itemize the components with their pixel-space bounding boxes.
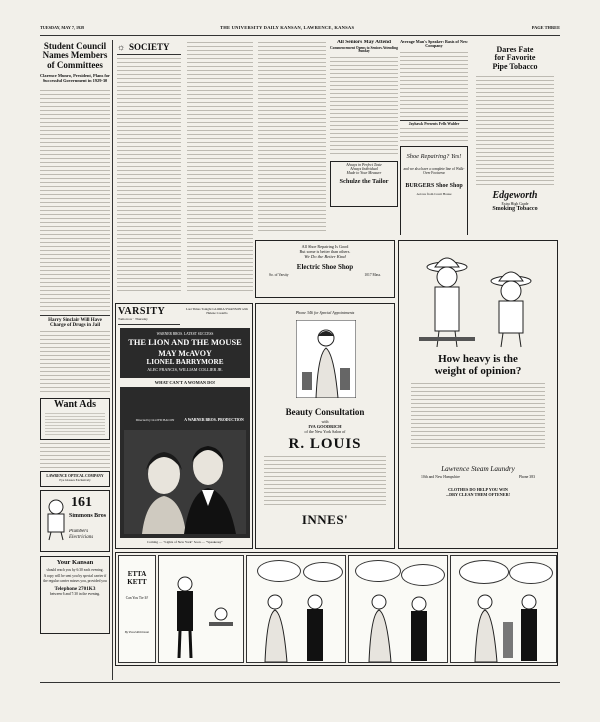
society-text-1 bbox=[117, 58, 181, 294]
column-1 bbox=[40, 40, 110, 680]
society-emblem-icon: ☼ bbox=[117, 42, 126, 52]
laundry-men-illustration bbox=[417, 253, 541, 351]
headline-average-man: Average Man's Speaker: Basis of New Company bbox=[400, 40, 468, 49]
schulz-line-1: Always in Perfect Taste bbox=[346, 163, 382, 168]
beauty-salon: of the New York Salon of bbox=[304, 429, 346, 434]
bottom-rule bbox=[40, 682, 560, 683]
want-ads-text bbox=[45, 413, 105, 435]
comic-figures-2 bbox=[253, 592, 343, 662]
edgeworth-sub: Extra High Grade bbox=[501, 201, 529, 206]
burgers-address: Across from Court House bbox=[416, 192, 452, 197]
varsity-theatre-ad bbox=[115, 303, 253, 549]
poster-couple-illustration bbox=[124, 430, 246, 534]
plumber-name: Simmons Bros bbox=[69, 513, 107, 520]
beauty-consultation-ad bbox=[255, 303, 395, 549]
laundry-address: 10th and New Hampshire bbox=[421, 475, 460, 479]
masthead-date: TUESDAY, MAY 7, 1929 bbox=[40, 25, 85, 30]
comic-caption: Can You Tie It? bbox=[125, 596, 149, 600]
masthead-title: THE UNIVERSITY DAILY KANSAN, LAWRENCE, KANSAS bbox=[220, 25, 355, 30]
kansan-text-2: A copy will be sent you by special carrier if the regular carrier misses you, provided you bbox=[43, 574, 107, 583]
pipe-headline-2: for Favorite bbox=[494, 53, 536, 63]
laundry-name: Lawrence Steam Laundry bbox=[441, 465, 515, 473]
beauty-with: with bbox=[321, 419, 329, 424]
poster-star-1: MAY McAVOY bbox=[158, 349, 212, 358]
comic-panel-1 bbox=[158, 555, 244, 663]
comic-bubble-1 bbox=[257, 560, 301, 582]
shoe-repair-title: Shoe Repairing? Yes! bbox=[406, 152, 462, 160]
column-4-text bbox=[258, 42, 326, 232]
r-louis-brand: R. LOUIS bbox=[288, 436, 362, 452]
article-text-2 bbox=[40, 331, 110, 395]
kansan-title: Your Kansan bbox=[56, 559, 94, 567]
beauty-phone: Phone 346 for Special Appointments bbox=[295, 310, 355, 315]
jayhawk-text bbox=[400, 128, 468, 142]
poster-directed: Directed by LLOYD BACON bbox=[135, 418, 175, 422]
pipe-headline-3: Pipe Tobacco bbox=[492, 61, 538, 71]
comic-title-panel bbox=[118, 555, 156, 663]
plumber-phone: 161 bbox=[71, 495, 92, 511]
kansan-text-3: between 6 and 7:30 in the evening. bbox=[49, 592, 101, 597]
comic-figures-3 bbox=[355, 592, 445, 662]
schulz-line-3: Made to Your Measure bbox=[346, 171, 382, 176]
headline-all-seniors: All Seniors May Attend bbox=[336, 40, 392, 45]
laundry-headline-2: weight of opinion? bbox=[434, 365, 522, 377]
laundry-slogan-2: ...DRY CLEAN THEM OFTENER! bbox=[445, 492, 511, 497]
headline-student-council: Student Council Names Members of Committees bbox=[42, 41, 108, 70]
electric-line-1: All Shoe Repairing Is Good bbox=[301, 244, 349, 249]
schulz-line-2: Always Individual bbox=[350, 167, 378, 172]
seniors-column bbox=[330, 40, 398, 235]
poster-production: A WARNER BROS. PRODUCTION bbox=[184, 418, 244, 422]
society-header bbox=[117, 42, 181, 55]
average-man-text bbox=[400, 52, 468, 118]
plumber-figure-icon bbox=[43, 497, 69, 541]
electric-line-3: We Do the Better Kind bbox=[304, 254, 346, 260]
laundry-phone: Phone 383 bbox=[518, 475, 535, 479]
electric-line-2: But some is better than others. bbox=[299, 249, 351, 255]
comic-panel-4 bbox=[450, 555, 557, 663]
burgers-name: BURGERS Shoe Shop bbox=[405, 183, 463, 190]
poster-star-3: ALEC FRANCIS, WILLIAM COLLIER JR. bbox=[147, 367, 223, 372]
innes-brand: INNES' bbox=[301, 512, 349, 527]
pipe-text bbox=[476, 76, 554, 188]
beauty-title: Beauty Consultation bbox=[285, 407, 365, 417]
subhead-student-council: Clarence Munro, President, Plans for Successful Government in 1929-30 bbox=[40, 73, 110, 83]
comic-figures-1 bbox=[165, 572, 239, 662]
schulz-ad bbox=[330, 161, 398, 207]
varsity-coming: Last Times Tonight GLORIA SWANSON with Helene Costello bbox=[185, 307, 249, 315]
society-section bbox=[115, 40, 255, 300]
electric-addr-1: So. of Varsity bbox=[269, 273, 289, 278]
headline-sinclair: Harry Sinclair Will Have Charge of Drugs in Jail bbox=[40, 315, 110, 329]
article-text bbox=[40, 90, 110, 312]
masthead-rule bbox=[40, 35, 560, 36]
want-ads-box bbox=[40, 398, 110, 440]
subhead-all-seniors: Commencement Opens to Seniors Attending Sunday bbox=[330, 45, 398, 54]
laundry-slogan-1: CLOTHES DO HELP YOU WIN bbox=[448, 487, 508, 492]
optical-sub: Eye Glasses Exclusively bbox=[59, 478, 91, 483]
beauty-person: IVA GOODRICH bbox=[308, 424, 342, 429]
poster-studio: WARNER BROS. LATEST SUCCESS bbox=[156, 332, 214, 336]
beauty-woman-illustration bbox=[296, 320, 356, 398]
plumber-ad bbox=[40, 490, 110, 552]
classified-text bbox=[40, 443, 110, 469]
edgeworth-sub-2: Smoking Tobacco bbox=[492, 205, 538, 212]
edgeworth-brand: Edgeworth bbox=[492, 190, 538, 202]
laundry-text bbox=[411, 383, 545, 451]
laundry-headline-1: How heavy is the bbox=[438, 353, 518, 365]
comic-bubble-3 bbox=[355, 560, 401, 582]
poster-tagline: WHAT CAN'T A WOMAN DO! bbox=[120, 378, 250, 387]
varsity-sub: Tomorrow · Thursday bbox=[118, 317, 148, 321]
want-ads-title: Want Ads bbox=[54, 399, 96, 411]
pipe-headline-1: Dares Fate bbox=[496, 45, 534, 54]
society-title: SOCIETY bbox=[129, 42, 170, 52]
varsity-footer: Coming — "Lights of New York" Soon — "Speakeasy" bbox=[147, 540, 223, 544]
average-man-column bbox=[400, 40, 468, 235]
comic-panel-3 bbox=[348, 555, 448, 663]
comic-figures-4 bbox=[459, 592, 553, 662]
shoe-repair-line: and we also have a complete line of Walk-Over Footwear bbox=[403, 166, 465, 175]
poster-title: THE LION AND THE MOUSE bbox=[128, 338, 242, 347]
masthead bbox=[40, 25, 560, 33]
column-rule bbox=[112, 40, 113, 680]
masthead-page: PAGE THREE bbox=[531, 25, 560, 30]
beauty-text bbox=[264, 456, 386, 508]
society-text-2 bbox=[187, 42, 253, 294]
optical-name: LAWRENCE OPTICAL COMPANY bbox=[46, 474, 104, 479]
comic-strip bbox=[115, 552, 558, 666]
burgers-shoe-ad bbox=[400, 146, 468, 235]
kansan-text-1: should reach you by 6:30 each evening. bbox=[46, 568, 104, 573]
comic-byline: By Paul Robinson bbox=[124, 630, 150, 634]
comic-bubble-2 bbox=[303, 562, 343, 582]
seniors-text bbox=[330, 57, 398, 157]
kansan-delivery-box bbox=[40, 556, 110, 634]
electric-shoe-ad bbox=[255, 240, 395, 298]
varsity-name: VARSITY bbox=[118, 306, 166, 317]
comic-panel-2 bbox=[246, 555, 346, 663]
comic-bubble-6 bbox=[509, 562, 553, 584]
electric-addr-2: 1017 Mass. bbox=[364, 273, 381, 278]
comic-title-1: ETTA bbox=[127, 570, 147, 578]
optical-ad bbox=[40, 471, 110, 487]
plumber-sub: Plumbers Electricians bbox=[69, 529, 94, 541]
comic-bubble-4 bbox=[401, 564, 445, 586]
schulz-name: Schulze the Tailor bbox=[339, 178, 389, 186]
poster-star-2: LIONEL BARRYMORE bbox=[146, 358, 224, 366]
electric-name: Electric Shoe Shop bbox=[296, 263, 354, 272]
comic-bubble-5 bbox=[459, 560, 509, 584]
comic-title-2: KETT bbox=[127, 578, 147, 586]
laundry-ad bbox=[398, 240, 558, 549]
headline-jayhawk: Jayhawk Presents Fells Walder bbox=[400, 120, 468, 126]
kansan-phone: Telephone 2701K3 bbox=[54, 586, 96, 593]
movie-poster bbox=[120, 328, 250, 538]
pipe-tobacco-ad bbox=[472, 40, 558, 235]
